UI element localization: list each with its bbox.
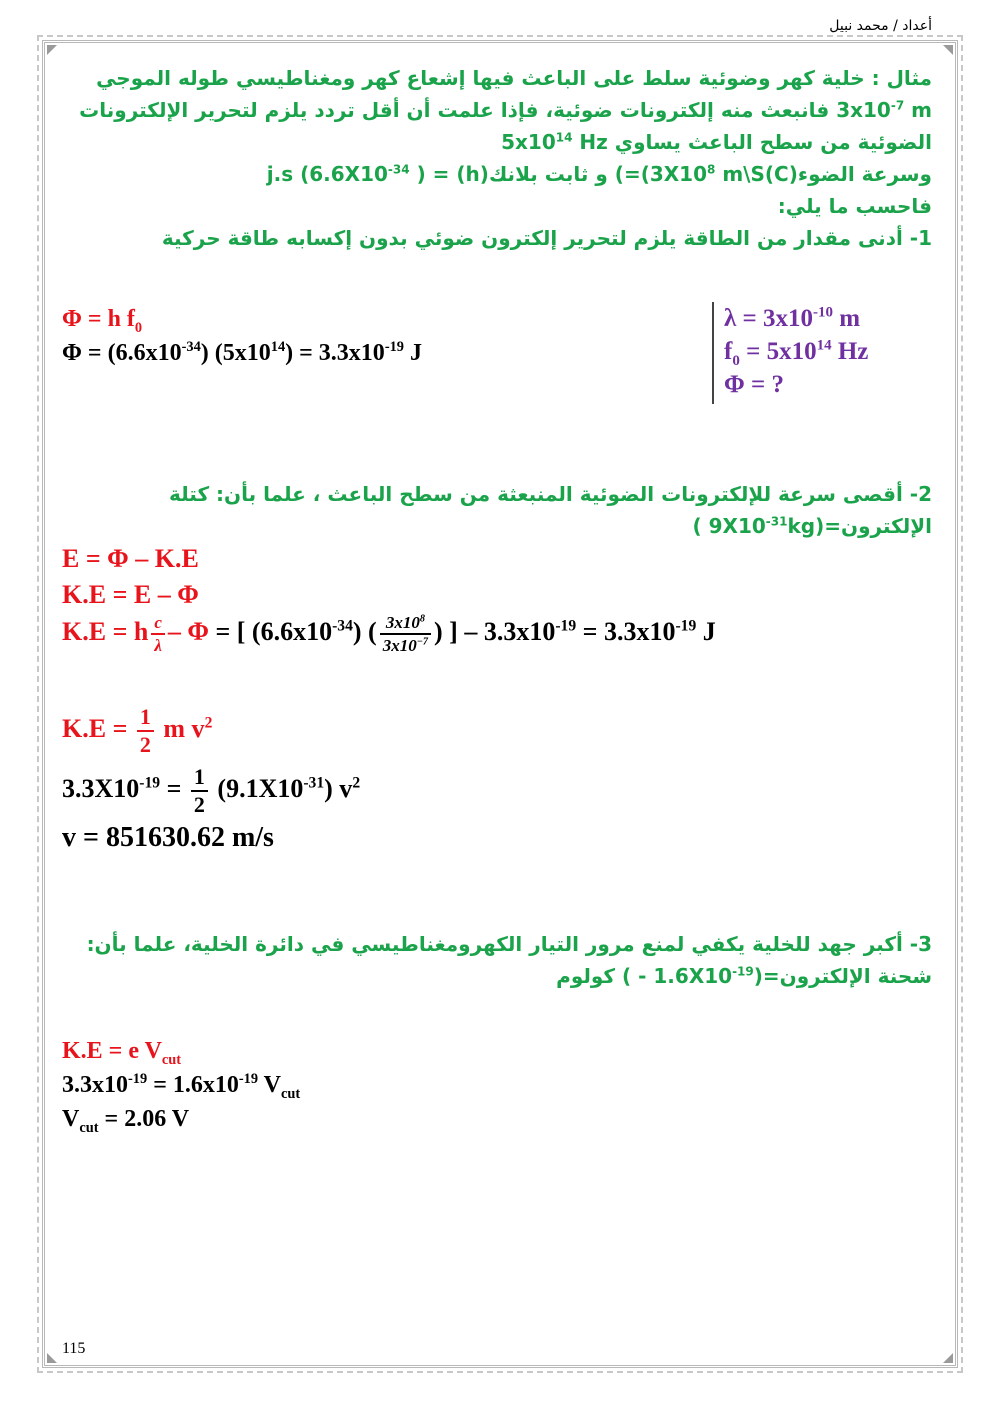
given-frequency: $f_0 = 5x10^{14}$ Hz (724, 337, 869, 369)
part2-eq-energy: E = Φ – K.E (62, 544, 199, 573)
part2-result-velocity: v = 851630.62 m/s (62, 822, 274, 853)
part3-result-voltage: $V_{cut} = 2.06$ V (62, 1106, 190, 1136)
wavelength-value: $3x10^{-7}$ m (836, 98, 932, 122)
problem-line-5: فاحسب ما يلي: (777, 194, 932, 218)
problem-line-1: مثال : خلية كهر وضوئية سلط على الباعث فيها إشعاع كهر ومغناطيسي طوله الموجي (96, 66, 932, 90)
part2-eq-substitution: K.E = h $\frac{c}{\lambda}$ – Φ = [ $(6.6x10^{-34})$ ( $\frac{3x10^8}{3x10^{-7}}$ ) ] – $3.3x10^{-19} = 3.3x10^{-19}$ J (62, 613, 716, 655)
part1-formula: Φ = h $f_0$ (62, 306, 143, 336)
frame-corner-top-left (47, 45, 57, 55)
threshold-frequency-value: $5x10^{14}$ Hz (501, 130, 608, 154)
given-unknown: Φ = ? (724, 371, 784, 398)
part3-question-line-1: 3- أكبر جهد للخلية يكفي لمنع مرور التيار الكهرومغناطيسي في دائرة الخلية، علما بأن: (86, 932, 932, 956)
frame-corner-bottom-right (943, 1353, 953, 1363)
author-credit: أعداد / محمد نبيل (829, 18, 932, 34)
problem-line-6: 1- أدنى مقدار من الطاقة يلزم لتحرير إلكترون ضوئي بدون إكسابه طاقة حركية (161, 226, 932, 250)
problem-line-3: الضوئية من سطح الباعث يساوي $5x10^{14}$ Hz (501, 130, 932, 154)
problem-line-2: $3x10^{-7}$ m فانبعث منه إلكترونات ضوئية، فإذا علمت أن أقل تردد يلزم لتحرير الإلكترونات (79, 98, 932, 122)
c-over-lambda-fraction: $\frac{c}{\lambda}$ (151, 614, 165, 654)
frame-corner-bottom-left (47, 1353, 57, 1363)
part2-eq-kinetic: K.E = E – Φ (62, 580, 199, 609)
part2-question-line-2: $الإلكترون=(9X10^{-31}kg$ ) (692, 514, 932, 538)
problem-line-4: وسرعة $الضوء(C)=(3X10^8$ m\S) و ثابت بلانك(h) = ( $6.6X10^{-34}$) j.s (266, 162, 932, 186)
given-wavelength: $\lambda = 3x10^{-10}$ m (724, 304, 861, 332)
part2-question (60, 478, 932, 542)
part2-eq-velocity-substitution: $3.3X10^{-19}$ = $\frac{1}{2}$ $(9.1X10^{-31})$ $v^2$ (62, 764, 361, 817)
part2-eq-kinetic-formula: K.E = $\frac{1}{2}$ m $v^2$ (62, 704, 213, 757)
part3-question (60, 928, 932, 992)
frame-corner-top-right (943, 45, 953, 55)
part3-question-line-2: شحنة الإلكترون=(- $1.6X10^{-19}$ ) كولوم (556, 964, 932, 988)
problem-statement (60, 62, 932, 254)
part3-eq-substitution: $3.3x10^{-19} = 1.6x10^{-19}$ $V_{cut}$ (62, 1071, 301, 1102)
given-values (712, 302, 924, 404)
part1-calculation: $\Phi = (6.6x10^{-34}) (5x10^{14}) = 3.3x10^{-19}$ J (62, 339, 422, 366)
one-half-fraction: $\frac{1}{2}$ (137, 706, 154, 756)
speed-over-wavelength-fraction: $\frac{3x10^8}{3x10^{-7}}$ (380, 614, 431, 654)
part2-question-line-1: 2- أقصى سرعة للإلكترونات الضوئية المنبعثة من سطح الباعث ، علما بأن: كتلة (169, 482, 932, 506)
page-number: 115 (62, 1340, 86, 1357)
part3-eq-cutoff-formula: K.E = e $V_{cut}$ (62, 1038, 182, 1068)
one-half-fraction-2: $\frac{1}{2}$ (191, 766, 208, 816)
